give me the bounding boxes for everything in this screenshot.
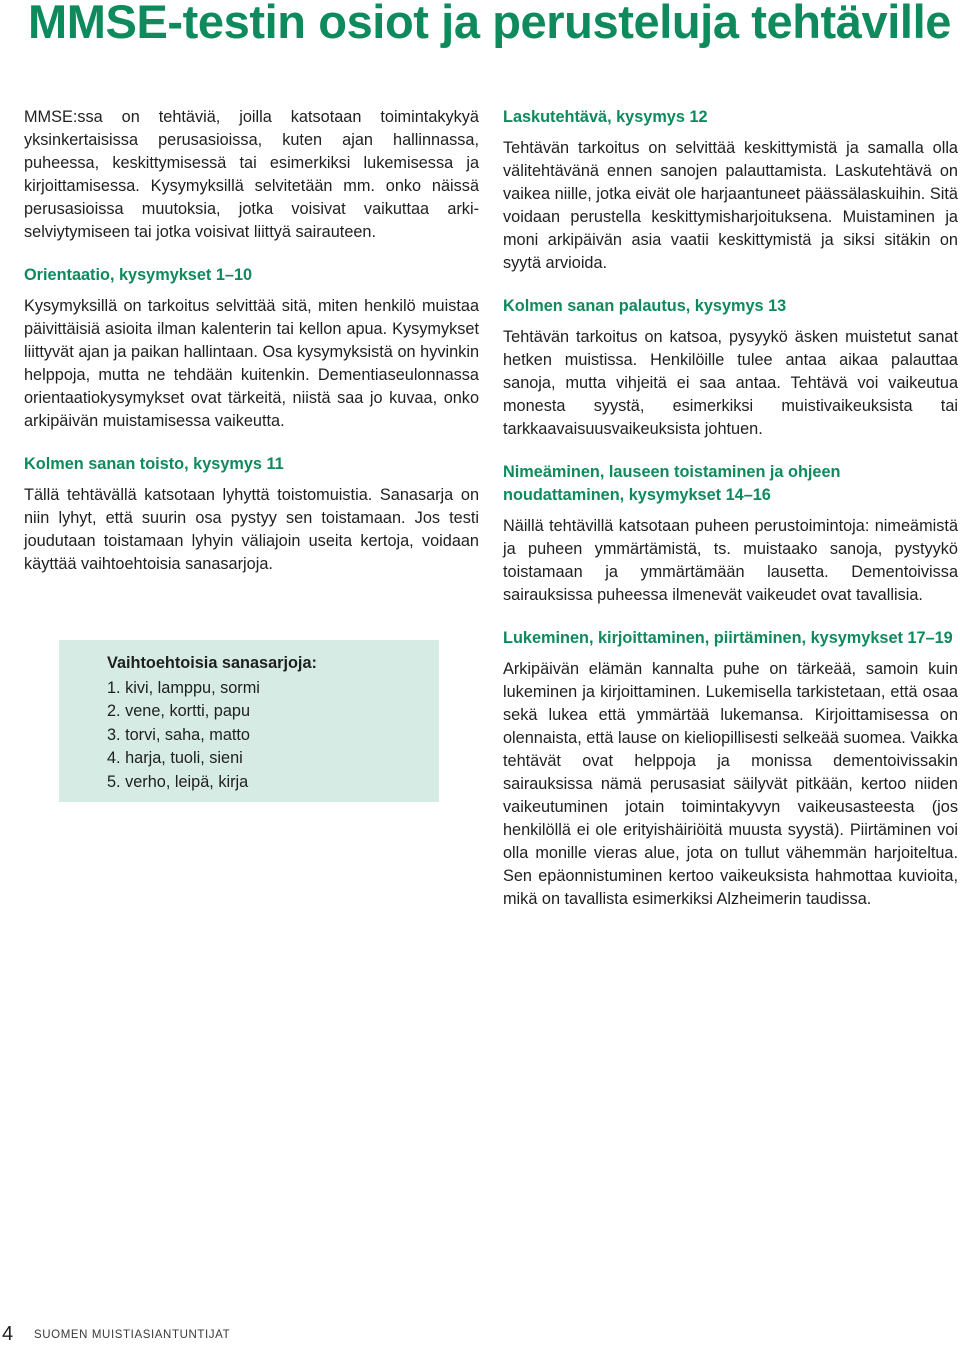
- right-column: [503, 106, 958, 911]
- section-heading-nimeaminen: Nimeäminen, lauseen toistaminen ja ohjeen noudattaminen, kysymykset 14–16: [503, 463, 841, 504]
- word-series-box: [59, 640, 439, 802]
- word-series-item: 2. vene, kortti, papu: [107, 702, 251, 721]
- word-series-item: 4. harja, tuoli, sieni: [107, 749, 243, 768]
- section-body-laskutehtava: Tehtävän tarkoitus on selvittää keskittymistä ja samalla olla välitehtävänä ennen sanojen palauttamista. Laskutehtävä on vaikea niille, jotka eivät ole harjaantuneet päässälaskuihin. Sitä voidaan perustella keskittymisharjoituksena. Muistaminen ja moni arkipäivän asia vaatii keskittymistä ja siksi sitäkin on syytä arvioida.: [503, 139, 958, 272]
- word-series-item: 5. verho, leipä, kirja: [107, 772, 249, 791]
- intro-paragraph: MMSE:ssa on tehtäviä, joilla katsotaan toimintakykyä yksinkertaisissa perusasioissa, kuten ajan hallinnassa, puheessa, keskittymisessä tai esimerkiksi lukemisessa ja kirjoittamisessa. Kysymyksillä selvitetään mm. onko näissä perusasioissa muutoksia, jotka voisivat vaikuttaa arkiselviytymiseen tai jotka voisivat liittyä sairauteen.: [24, 108, 479, 241]
- section-heading-orientaatio: Orientaatio, kysymykset 1–10: [24, 266, 253, 284]
- section-heading-lukeminen: Lukeminen, kirjoittaminen, piirtäminen, kysymykset 17–19: [503, 629, 953, 647]
- section-body-kolmen-sanan-toisto: Tällä tehtävällä katsotaan lyhyttä toistomuistia. Sanasarja on niin lyhyt, että suurin osa pystyy sen toistamaan. Jos testi joudutaan toistamaan lyhyin väliajoin useita kertoja, voidaan käyttää vaihtoehtoisia sanasarjoja.: [24, 486, 479, 573]
- publisher-name: SUOMEN MUISTIASIANTUNTIJAT: [34, 1329, 231, 1341]
- section-body-orientaatio: Kysymyksillä on tarkoitus selvittää sitä, miten henkilö muistaa päivittäisiä asioita ilman kalenterin tai kellon apua. Kysymykset liittyvät ajan ja paikan hallintaan. Osa kysymyksistä on hyvinkin helppoja, mutta ne tehdään kuitenkin. Dementiaseulonnassa orientaatiokysymykset ovat tärkeitä, niistä saa jo kuvaa, onko arkipäivän muistamisessa vaikeutta.: [24, 297, 479, 430]
- section-body-kolmen-sanan-palautus: Tehtävän tarkoitus on katsoa, pysyykö äsken muistetut sanat hetken muistissa. Henkilöille tulee antaa aikaa palauttaa sanoja, mutta vihjeitä ei saa antaa. Tehtävä voi vaikeutua monesta syystä, esimerkiksi muistivaikeuksista tai tarkkaavaisuusvaikeuksista johtuen.: [503, 328, 958, 438]
- page-footer: [0, 1322, 400, 1346]
- page-number: 4: [2, 1323, 14, 1345]
- word-series-list: [107, 677, 439, 794]
- word-series-item: 1. kivi, lamppu, sormi: [107, 679, 260, 697]
- word-series-item: 3. torvi, saha, matto: [107, 725, 250, 744]
- section-heading-kolmen-sanan-toisto: Kolmen sanan toisto, kysymys 11: [24, 455, 284, 473]
- left-column: [24, 106, 479, 576]
- section-heading-laskutehtava: Laskutehtävä, kysymys 12: [503, 108, 708, 126]
- section-body-nimeaminen: Näillä tehtävillä katsotaan puheen perustoimintoja: nimeämistä ja puheen ymmärtämistä, ts. muistaako sanoja, pystyykö toistamaan ja ymmärtämään lausetta. Dementoivissa sairauksissa puheessa ilmenevät vaikeudet ovat tavallisia.: [503, 517, 958, 604]
- section-heading-kolmen-sanan-palautus: Kolmen sanan palautus, kysymys 13: [503, 297, 787, 315]
- section-body-lukeminen: Arkipäivän elämän kannalta puhe on tärkeää, samoin kuin lukeminen ja kirjoittaminen. Lukemisella tarkistetaan, että osaa sekä lukea että ymmärtää lukemansa. Kirjoittamisessa on olennaista, että lause on kieliopillisesti selkeää suomea. Vaikka tehtävät ovat helppoja ja monissa dementoivissakin sairauksissa nämä perusasiat säilyvät pitkään, kertoo niiden vaikeutuminen jotain toimintakyvyn vaikeusasteesta (jos henkilöllä ei ole erityishäiriöitä muusta syystä). Piirtäminen voi olla monille vieras alue, jota on tullut vähemmän harjoiteltua. Sen epäonnistuminen kertoo vaikeuksista hahmottaa kuvioita, mikä on tavallista esimerkiksi Alzheimerin taudissa.: [503, 660, 958, 908]
- word-series-heading: Vaihtoehtoisia sanasarjoja:: [107, 654, 317, 672]
- page-title: MMSE-testin osiot ja perusteluja tehtäville: [28, 0, 951, 48]
